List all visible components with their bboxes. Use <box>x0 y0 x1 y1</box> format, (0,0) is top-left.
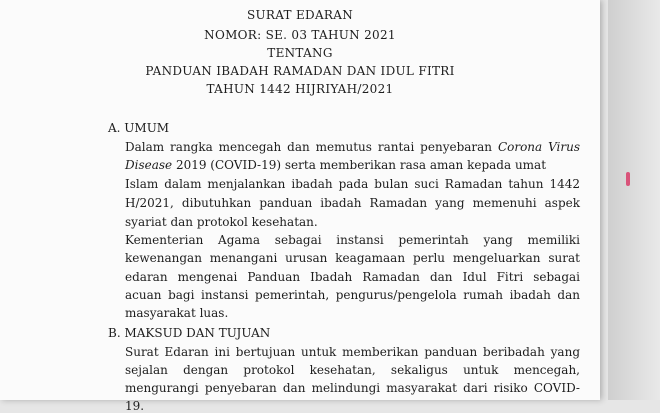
paragraph-line: Surat Edaran ini bertujuan untuk memberikan panduan beribadah yang <box>125 345 580 359</box>
scroll-indicator <box>626 172 630 186</box>
doc-year: TAHUN 1442 HIJRIYAH/2021 <box>206 82 394 96</box>
paragraph-line: masyarakat luas. <box>125 306 229 320</box>
section-a-heading: A. UMUM <box>108 121 170 135</box>
paragraph-line: edaran mengenai Panduan Ibadah Ramadan dan Idul Fitri sebagai <box>125 270 580 284</box>
doc-number: NOMOR: SE. 03 TAHUN 2021 <box>204 28 396 42</box>
paragraph-line: Disease 2019 (COVID-19) serta memberikan rasa aman kepada umat <box>125 158 547 172</box>
paragraph-line: syariat dan protokol kesehatan. <box>125 215 318 229</box>
viewer-background <box>608 0 660 400</box>
paragraph-line: sejalan dengan protokol kesehatan, sekaligus untuk mencegah, <box>125 363 580 377</box>
paragraph-line: kewenangan menangani urusan keagamaan perlu mengeluarkan surat <box>125 251 580 265</box>
doc-title: SURAT EDARAN <box>246 8 354 22</box>
paragraph-line: 19. <box>125 399 145 413</box>
paragraph-line: H/2021, dibutuhkan panduan ibadah Ramadan yang memenuhi aspek <box>125 196 580 210</box>
doc-subject: PANDUAN IBADAH RAMADAN DAN IDUL FITRI <box>145 64 455 78</box>
paragraph-line: Kementerian Agama sebagai instansi pemerintah yang memiliki <box>125 233 580 247</box>
paragraph-line: mengurangi penyebaran dan melindungi masyarakat dari risiko COVID- <box>125 381 580 395</box>
doc-subject-label: TENTANG <box>267 46 333 60</box>
paragraph-line: acuan bagi instansi pemerintah, pengurus/pengelola rumah ibadah dan <box>125 288 580 302</box>
paragraph-line: Islam dalam menjalankan ibadah pada bulan suci Ramadan tahun 1442 <box>125 177 580 191</box>
section-b-heading: B. MAKSUD DAN TUJUAN <box>108 326 271 340</box>
paragraph-line: Dalam rangka mencegah dan memutus rantai penyebaran Corona Virus <box>125 140 581 154</box>
